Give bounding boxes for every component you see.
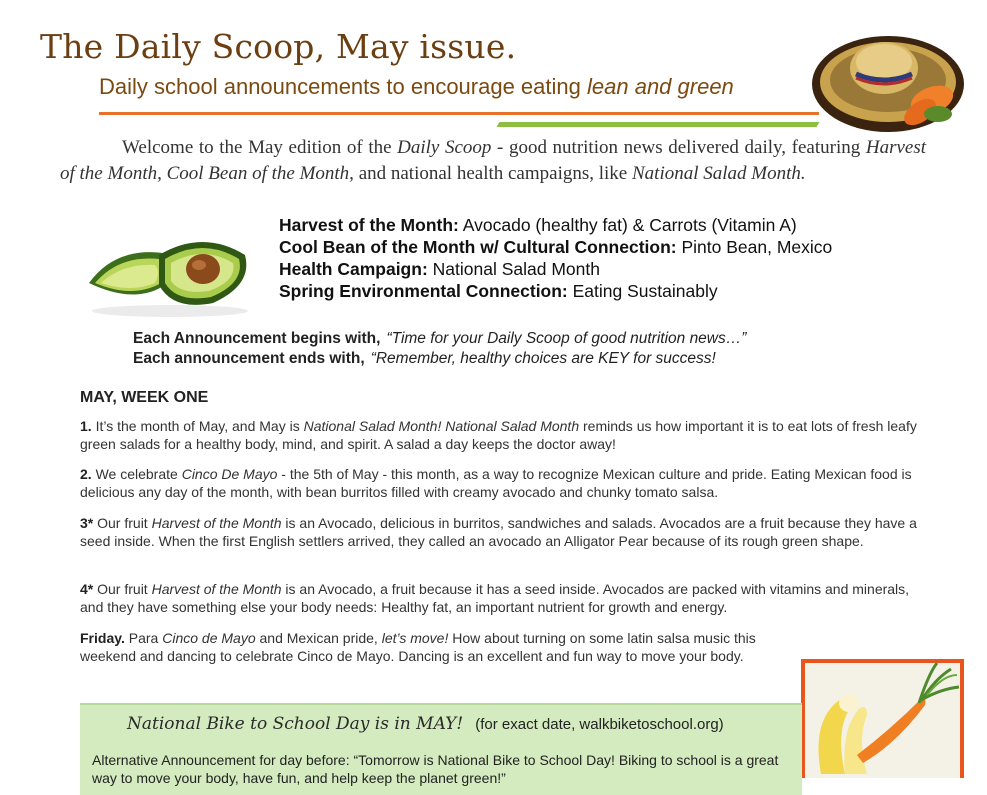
paragraph-emphasis: Harvest of the Month	[151, 581, 282, 597]
announcement-begin	[133, 329, 746, 349]
welcome-emph-2: Harvest of the Month, Cool Bean of the Month,	[60, 137, 926, 184]
paragraph-text: Our fruit	[93, 515, 152, 531]
page-title: The Daily Scoop, May issue.	[40, 27, 517, 66]
welcome-emph-3: National Salad Month.	[632, 163, 806, 184]
orange-divider	[99, 112, 819, 115]
fact-environmental	[279, 280, 832, 302]
paragraph-number: 2.	[80, 466, 92, 482]
paragraph-text: Our fruit	[93, 581, 152, 597]
fact-label: Health Campaign:	[279, 259, 428, 279]
paragraph-text: We celebrate	[91, 466, 182, 482]
fact-value: Avocado (healthy fat) & Carrots (Vitamin A)	[458, 215, 797, 235]
paragraph-text: reminds us how important it is to eat lots of fresh leafy green salads for a healthy body, mind, and spirit. A salad a day keeps the doctor away!	[80, 418, 917, 452]
fact-harvest	[279, 214, 832, 236]
paragraph-text: Para	[124, 630, 163, 646]
paragraph-emphasis: National Salad Month! National Salad Month	[303, 418, 580, 434]
fact-value: National Salad Month	[427, 259, 600, 279]
subtitle-emphasis: lean and green	[587, 74, 734, 99]
green-divider	[497, 122, 820, 127]
subtitle-text: Daily school announcements to encourage eating	[99, 74, 587, 99]
paragraph-number: 3*	[80, 515, 94, 531]
fact-health-campaign	[279, 258, 832, 280]
paragraph-text: is an Avocado, a fruit because it has a seed inside. Avocados are packed with vitamins and minerals, and they have something else your body needs: Healthy fat, an important nutrient for growth and energy.	[80, 581, 910, 615]
announcement-paragraph-1	[80, 417, 925, 453]
announcement-paragraph-3	[80, 514, 925, 550]
page-subtitle	[99, 74, 734, 100]
paragraph-emphasis: Cinco De Mayo	[181, 466, 278, 482]
paragraph-text: is an Avocado, delicious in burritos, sandwiches and salads. Avocados are a fruit because they have a seed inside. When the first English settlers arrived, they called an avocado an Alligator Pear because of its rough green shape.	[80, 515, 917, 549]
announcement-end-label: Each announcement ends with,	[133, 350, 365, 367]
announcement-end-quote: “Remember, healthy choices are KEY for success!	[370, 350, 716, 367]
announcement-format	[133, 329, 746, 369]
paragraph-text: - the 5th of May - this month, as a way to recognize Mexican culture and pride. Eating Mexican food is delicious any day of the month, with bean burritos filled with creamy avocado and chunky tomato salsa.	[80, 466, 912, 500]
monthly-facts	[279, 214, 832, 302]
paragraph-emphasis: let’s move!	[381, 630, 449, 646]
fact-value: Pinto Bean, Mexico	[676, 237, 833, 257]
fact-label: Cool Bean of the Month w/ Cultural Connection:	[279, 237, 677, 257]
announcement-end	[133, 349, 746, 369]
welcome-emph-1: Daily Scoop	[397, 137, 492, 158]
bike-box-title: National Bike to School Day is in MAY!	[127, 714, 464, 734]
bike-box-heading	[127, 714, 724, 734]
welcome-text-2: - good nutrition news delivered daily, featuring	[491, 137, 866, 158]
paragraph-emphasis: Harvest of the Month	[151, 515, 282, 531]
sombrero-image	[810, 22, 970, 140]
announcement-paragraph-4	[80, 580, 925, 616]
announcement-begin-quote: “Time for your Daily Scoop of good nutrition news…”	[386, 330, 747, 347]
fact-label: Spring Environmental Connection:	[279, 281, 568, 301]
paragraph-number: 1.	[80, 418, 92, 434]
announcement-paragraph-2	[80, 465, 925, 501]
avocado-image	[85, 225, 255, 320]
fact-value: Eating Sustainably	[567, 281, 718, 301]
week-heading: MAY, WEEK ONE	[80, 389, 209, 406]
bike-box-text: Alternative Announcement for day before: “Tomorrow is National Bike to School Day! Biking to school is a great way to move your body, have fun, and help keep the planet green!”	[92, 752, 779, 786]
paragraph-number: Friday.	[80, 630, 125, 646]
welcome-text-3: and national health campaigns, like	[353, 163, 632, 184]
bike-box-note: (for exact date, walkbiketoschool.org)	[475, 716, 724, 733]
fact-cool-bean	[279, 236, 832, 258]
fact-label: Harvest of the Month:	[279, 215, 459, 235]
announcement-paragraph-friday	[80, 629, 760, 665]
paragraph-text: How about turning on some latin salsa music this weekend and dancing to celebrate Cinco de Mayo. Dancing is an excellent and fun way to move your body.	[80, 630, 756, 664]
welcome-text-1: Welcome to the May edition of the	[122, 137, 398, 158]
banana-carrot-image	[801, 659, 964, 778]
welcome-paragraph	[60, 135, 926, 187]
paragraph-number: 4*	[80, 581, 94, 597]
paragraph-text: and Mexican pride,	[255, 630, 382, 646]
announcement-begin-label: Each Announcement begins with,	[133, 330, 381, 347]
paragraph-emphasis: Cinco de Mayo	[162, 630, 256, 646]
paragraph-text: It’s the month of May, and May is	[91, 418, 304, 434]
